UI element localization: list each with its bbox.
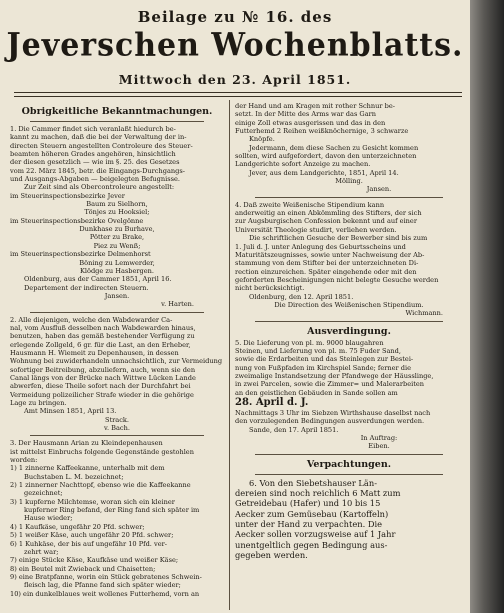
notice-line: Hause wieder; <box>24 514 73 523</box>
notice-line: Die schriftlichen Gesuche der Bewerber sind bis zum <box>249 234 428 243</box>
notice-department: Die Direction des Weißenischen Stipendium. <box>274 300 424 309</box>
signature: In Auftrag: <box>360 434 398 443</box>
notice-rule <box>30 312 204 313</box>
notice-line: 1. Juli d. J. unter Anlegung des Geburtsscheins und <box>235 242 406 251</box>
notice-line: Aecker zum Gemüsebau (Kartoffeln) <box>235 508 389 519</box>
notice-line: zur Augsburgischen Confession bekennt und auf einer <box>235 217 417 226</box>
notice-line: und Ausgangs-Abgaben — beigelegten Befugnisse. <box>10 175 180 184</box>
notice-line: Steinen, und Lieferung von pl. m. 75 Fuder Sand, <box>235 346 401 355</box>
notice-line: vom 22. März 1845, betr. die Eingangs-Durchgangs- <box>10 166 185 175</box>
notice-line: 2) 1 zinnerner Nachttopf, ebenso wie die Kaffeekanne <box>10 481 191 490</box>
notice-line: im Steuerinspectionsbezirke Ovelgönne <box>10 216 144 225</box>
signature: v. Harten. <box>161 300 194 309</box>
notice-date: Jever, aus dem Landgerichte, 1851, April 14. <box>249 168 399 177</box>
notice-line: anderweitig an einen Abkömmling des Stifters, der sich <box>235 209 422 218</box>
notice-date: Oldenburg, den 12. April 1851. <box>249 292 354 301</box>
notice-line: nicht berücksichtigt. <box>235 284 305 293</box>
notice-line: Landgerichte sofort Anzeige zu machen. <box>235 160 371 169</box>
section-rule <box>255 321 443 322</box>
notice-line: Lage zu bringen. <box>10 399 67 407</box>
notice-line: Universität Theologie studirt, verliehen werden. <box>235 225 397 234</box>
notice-line: an den geistlichen Gebäuden in Sande sollen am <box>235 388 398 397</box>
notice-6 <box>235 478 463 560</box>
section-heading-leases: Verpachtungen. <box>306 458 392 470</box>
notice-date: Oldenburg, aus der Cammer 1851, April 16. <box>24 275 172 284</box>
notice-rule <box>30 435 204 436</box>
notice-line: 6. Von den Siebetshauser Län- <box>249 477 378 488</box>
notice-line: setzt. In der Mitte des Arms war das Garn <box>235 110 377 119</box>
column-divider <box>229 100 230 610</box>
notice-3-continued <box>235 102 463 194</box>
notice-line: der diesen gesetzlich — wie im §. 25. des Gesetzes <box>10 158 180 167</box>
notice-line: in zwei Parcelen, sowie die Zimmer= und Malerarbeiten <box>235 380 425 389</box>
notice-line: Wohnung bei zuwiderhandeln unnachsichtlich, zur Vermeidung <box>10 357 223 366</box>
notice-line: 7) einige Stücke Käse, Kaufkäse und weißer Käse; <box>10 556 179 565</box>
notice-line: einige Zoll etwas ausgerissen und das in den <box>235 118 386 127</box>
notice-line: kupferner Ring befand, der Ring fand sich später im <box>24 506 200 515</box>
right-column <box>235 102 463 612</box>
notice-line: beamten höheren Grades angehören, hinsichtlich <box>10 150 176 159</box>
notice-line: 3. Der Hausmann Arian zu Kleindepenhausen <box>10 439 163 448</box>
notice-line: gegeben werden. <box>235 549 308 560</box>
notice-line: 2. Alle diejenigen, welche den Wabdewarder Ca- <box>10 315 173 324</box>
notice-1 <box>10 125 224 309</box>
notice-line: rection einzureichen. Später eingehende oder mit den <box>235 267 417 276</box>
notice-line: sofortiger Beitreibung, abzuliefern, auch, wenn sie den <box>10 365 196 374</box>
notice-line: worden: <box>10 456 38 465</box>
notice-line: unentgeltlich gegen Bedingung aus- <box>235 539 388 550</box>
section-heading-tender: Ausverdingung. <box>307 325 391 337</box>
notice-department: Departement der indirecten Steuern. <box>24 283 149 292</box>
notice-line: Maturitätszeugnisses, sowie unter Nachweisung der Ab- <box>235 250 425 259</box>
notice-line: gezeichnet; <box>24 489 63 498</box>
notice-line: 1. Die Cammer findet sich veranlaßt hiedurch be- <box>10 125 176 133</box>
name-line: Tönjes zu Hooksiel; <box>84 208 150 217</box>
notice-line: Zur Zeit sind als Obercontroleure angestellt: <box>24 183 175 192</box>
section-rule <box>255 454 443 455</box>
notice-line: 1) 1 zinnerne Kaffeekanne, unterhalb mit dem <box>10 464 165 473</box>
name-line: Piez zu Wenß; <box>93 241 141 250</box>
notice-line: Getreidebau (Hafer) und 10 bis 15 <box>235 498 381 509</box>
notice-line: Knöpfe. <box>249 135 275 144</box>
notice-line: im Steuerinspectionsbezirke Jever <box>10 191 125 200</box>
notice-date: Sande, den 17. April 1851. <box>249 425 339 434</box>
notice-line: sowie die Erdarbeiten und das Steinlegen zur Bestei- <box>235 355 414 364</box>
notice-2 <box>10 316 224 433</box>
notice-4 <box>235 201 463 318</box>
notice-line: stammung von dem Stifter bei der unterzeichneten Di- <box>235 259 419 268</box>
notice-line: im Steuerinspectionsbezirke Delmenhorst <box>10 250 151 259</box>
notice-line: 4. Daß zweite Weißenische Stipendium kann <box>235 200 385 209</box>
notice-line: ist mittelst Einbruchs folgende Gegenstände gestohlen <box>10 447 194 456</box>
section-heading-official: Obrigkeitliche Bekanntmachungen. <box>21 106 213 117</box>
notice-line: abwerfen, diese Theile sofort nach der Durchfahrt bei <box>10 382 191 391</box>
header-rule-bottom <box>14 96 462 97</box>
signature: Mölling. <box>335 177 363 186</box>
tender-date: 28. April d. J. <box>235 397 309 408</box>
notice-rule <box>255 197 443 198</box>
notice-3 <box>10 439 224 598</box>
notice-line: Futterhemd 2 Reihen weißknöchernige, 3 schwarze <box>235 127 409 136</box>
notice-line: 8) ein Beutel mit Zwieback und Chaisetten; <box>10 564 156 573</box>
notice-line: nung von Fußpfaden im Kirchspiel Sande; ferner die <box>235 363 412 372</box>
notice-line: directen Steuern angestellten Controleure des Steuer- <box>10 141 193 150</box>
signature: Jansen. <box>366 185 392 194</box>
notice-line: unter der Hand zu verpachten. Die <box>235 518 383 529</box>
notice-line: 10) ein dunkelblaues weit wollenes Futterhemd, vorn an <box>10 589 200 598</box>
notice-line: Vermeidung polizeilicher Strafe wieder in die gehörige <box>10 390 194 399</box>
notice-line: kannt zu machen, daß die bei der Verwaltung der in- <box>10 133 187 142</box>
newspaper-title: Jeverschen Wochenblatts. <box>6 27 464 64</box>
name-line: Böning zu Lemwerder, <box>79 258 155 267</box>
notice-line: benutzen, haben das gemäß bestehender Verfügung zu <box>10 332 195 341</box>
section-rule <box>255 474 443 475</box>
header-rule-top <box>14 92 462 93</box>
issue-date: Mittwoch den 23. April 1851. <box>118 72 352 87</box>
notice-line: 5. Die Lieferung von pl. m. 9000 blaugahren <box>235 338 384 347</box>
notice-line: 9) eine Bratpfanne, worin ein Stück gebratenes Schwein- <box>10 572 202 581</box>
notice-line: 3) 1 kupferne Milchtemse, woran sich ein kleiner <box>10 497 175 506</box>
name-line: Baum zu Sielhorn, <box>86 200 148 209</box>
signature: v. Bach. <box>104 424 130 433</box>
notice-line: Buchstaben L. M. bezeichnet; <box>24 472 124 481</box>
notice-line: Hausmann H. Wiemeit zu Depenhausen, in dessen <box>10 348 179 357</box>
notice-line: Nachmittags 3 Uhr im Siebzen Wirthshause daselbst nach <box>235 409 431 417</box>
name-line: Klödge zu Hasbergen. <box>79 266 155 275</box>
signature: Wichmann. <box>405 309 443 318</box>
signature: Eiben. <box>368 442 390 451</box>
notice-line: geforderten Bescheinigungen nicht belegte Gesuche werden <box>235 275 439 284</box>
supplement-line: Beilage zu № 16. des <box>137 8 333 26</box>
notice-line: sollten, wird aufgefordert, davon den unterzeichneten <box>235 152 417 161</box>
notice-line: Jedermann, dem diese Sachen zu Gesicht kommen <box>249 143 419 152</box>
notice-line: nal, vom Ausfluß desselben nach Wabdewarden hinaus, <box>10 323 196 332</box>
notice-5 <box>235 339 463 451</box>
name-line: Dunkhase zu Burhave, <box>79 225 155 234</box>
notice-line: 6) 1 Kuhkäse, der bis auf ungefähr 10 Pfd. ver- <box>10 539 167 548</box>
notice-date: Amt Minsen 1851, April 13. <box>24 407 117 416</box>
signature: Jansen. <box>104 291 130 300</box>
signature: Strack. <box>104 415 130 424</box>
notice-line: 4) 1 Kaufkäse, ungefähr 20 Pfd. schwer; <box>10 522 145 531</box>
notice-line: der Hand und am Kragen mit rother Schnur be- <box>235 102 396 110</box>
notice-line: den vorzulegenden Bedingungen ausverdungen werden. <box>235 417 425 426</box>
notice-line: Aecker sollen vorzugsweise auf 1 Jahr <box>235 529 396 540</box>
notice-line: 5) 1 weißer Käse, auch ungefähr 20 Pfd. schwer; <box>10 531 174 540</box>
name-line: Pötter zu Brake, <box>89 233 145 242</box>
left-column <box>10 102 224 612</box>
book-edge <box>470 0 504 613</box>
notice-line: Canal längs von der Brücke nach Wittwe Lücken Lande <box>10 373 196 382</box>
notice-line: zweimalige Instandsetzung der Pfandwege der Häusslinge, <box>235 371 434 380</box>
notice-line: fleisch lag, die Pfanne fand sich später wieder; <box>24 581 181 590</box>
section-rule <box>30 121 204 122</box>
notice-line: dereien sind noch reichlich 6 Matt zum <box>235 488 401 499</box>
notice-line: zehrt war; <box>24 547 59 556</box>
notice-line: erlegende Zollgeld, 6 gr. für die Last, an den Erheber, <box>10 340 191 349</box>
